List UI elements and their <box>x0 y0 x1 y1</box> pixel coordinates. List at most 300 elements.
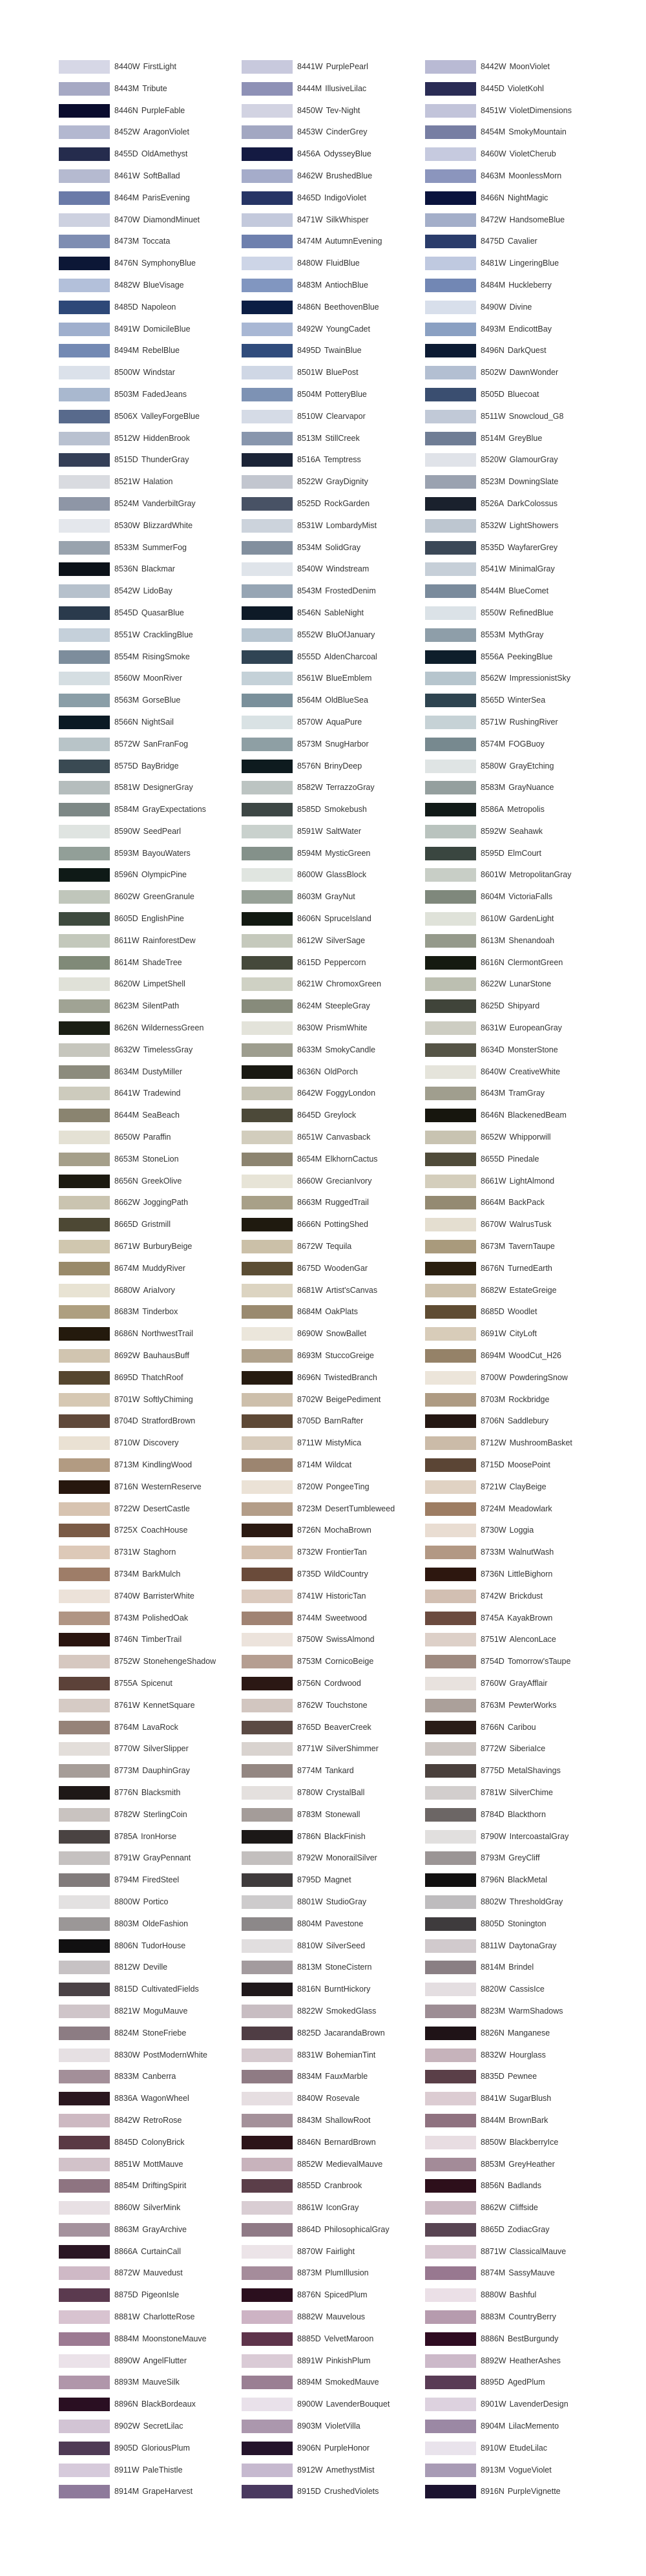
swatch-name: TimberTrail <box>141 1635 182 1645</box>
color-swatch <box>59 410 110 423</box>
swatch-label <box>114 1416 195 1426</box>
color-swatch <box>242 323 293 336</box>
swatch-label <box>114 215 200 225</box>
swatch-code: 8815D <box>114 1985 138 1994</box>
color-swatch <box>425 1939 476 1953</box>
swatch-row <box>425 560 599 582</box>
swatch-label <box>114 2312 195 2322</box>
swatch-label <box>297 1656 373 1666</box>
swatch-code: 8880W <box>481 2290 506 2300</box>
swatch-name: FauxMarble <box>325 2072 368 2081</box>
swatch-label <box>481 782 554 793</box>
swatch-row <box>59 954 233 976</box>
swatch-row <box>59 1151 233 1173</box>
swatch-row <box>59 1412 233 1434</box>
swatch-label <box>481 1132 551 1142</box>
swatch-name: OldPorch <box>324 1067 358 1076</box>
swatch-code: 8860W <box>114 2203 140 2213</box>
swatch-row <box>59 845 233 867</box>
swatch-code: 8524M <box>114 498 140 508</box>
swatch-code: 8594M <box>297 848 322 858</box>
swatch-label <box>114 717 174 727</box>
swatch-name: Shipyard <box>507 1001 540 1011</box>
swatch-code: 8445D <box>481 83 505 93</box>
color-swatch <box>425 1524 476 1537</box>
swatch-code: 8496N <box>481 346 505 356</box>
swatch-name: CoachHouse <box>141 1526 188 1535</box>
swatch-code: 8596N <box>114 870 138 880</box>
swatch-row <box>242 539 416 561</box>
color-swatch <box>59 60 110 74</box>
color-swatch <box>425 1830 476 1844</box>
swatch-label <box>297 652 377 662</box>
swatch-name: ThresholdGray <box>509 1897 563 1906</box>
swatch-label <box>481 957 563 968</box>
swatch-name: LidoBay <box>143 586 172 596</box>
swatch-row <box>425 408 599 430</box>
swatch-code: 8780W <box>297 1787 323 1797</box>
swatch-name: Tankard <box>325 1766 354 1776</box>
swatch-label <box>114 1875 179 1885</box>
color-swatch <box>242 606 293 620</box>
color-swatch <box>425 1196 476 1209</box>
color-swatch <box>59 562 110 576</box>
swatch-code: 8455D <box>114 149 138 159</box>
swatch-name: TurnedEarth <box>507 1263 552 1273</box>
swatch-label <box>481 1350 561 1361</box>
swatch-code: 8861W <box>297 2203 323 2213</box>
swatch-label <box>297 1875 351 1885</box>
swatch-row <box>242 451 416 473</box>
swatch-row <box>425 321 599 343</box>
swatch-code: 8606N <box>297 914 321 924</box>
color-swatch <box>425 1764 476 1778</box>
swatch-row <box>59 1915 233 1937</box>
swatch-row <box>425 1500 599 1522</box>
swatch-name: AragonViolet <box>143 127 189 137</box>
color-swatch <box>242 125 293 139</box>
swatch-name: Canvasback <box>326 1133 371 1142</box>
color-swatch <box>425 2332 476 2346</box>
swatch-name: Cordwood <box>324 1678 361 1688</box>
color-swatch <box>59 1436 110 1450</box>
color-swatch <box>425 716 476 729</box>
color-swatch <box>242 694 293 707</box>
swatch-code: 8691W <box>481 1329 506 1339</box>
swatch-label <box>481 2377 545 2387</box>
swatch-name: Windstream <box>326 564 370 574</box>
swatch-name: Artist'sCanvas <box>326 1285 378 1295</box>
color-swatch <box>425 1153 476 1166</box>
swatch-row <box>242 321 416 343</box>
swatch-label <box>481 673 570 683</box>
swatch-label <box>114 1438 178 1448</box>
color-swatch <box>425 2070 476 2083</box>
swatch-code: 8765D <box>297 1722 321 1732</box>
swatch-row <box>425 1019 599 1041</box>
swatch-name: ThunderGray <box>141 455 189 465</box>
swatch-label <box>481 476 558 487</box>
swatch-row <box>59 582 233 604</box>
color-swatch <box>425 1240 476 1253</box>
swatch-name: ShadeTree <box>142 957 182 967</box>
swatch-name: AgedPlum <box>507 2378 545 2387</box>
swatch-code: 8732W <box>297 1548 323 1557</box>
swatch-name: StratfordBrown <box>141 1416 196 1426</box>
swatch-name: CityLoft <box>509 1329 537 1339</box>
swatch-row <box>242 1588 416 1610</box>
swatch-code: 8642W <box>297 1089 323 1098</box>
swatch-name: DiamondMinuet <box>143 215 200 224</box>
swatch-row <box>425 58 599 80</box>
color-swatch <box>59 1612 110 1625</box>
swatch-row <box>242 386 416 408</box>
swatch-label <box>481 848 541 858</box>
swatch-row <box>425 277 599 299</box>
swatch-row <box>425 626 599 648</box>
swatch-name: SanFranFog <box>143 739 189 749</box>
swatch-label <box>481 1460 550 1470</box>
swatch-label <box>297 2377 379 2387</box>
swatch-code: 8633M <box>297 1045 322 1054</box>
swatch-row <box>242 1260 416 1282</box>
color-swatch <box>242 1262 293 1275</box>
swatch-code: 8554M <box>114 652 140 661</box>
swatch-row <box>425 451 599 473</box>
swatch-name: WoodCut_H26 <box>508 1351 561 1361</box>
swatch-row <box>59 1981 233 2003</box>
swatch-label <box>481 2071 537 2081</box>
swatch-row <box>242 1915 416 1937</box>
swatch-code: 8722W <box>114 1504 140 1513</box>
color-swatch <box>59 1262 110 1275</box>
color-swatch <box>59 1218 110 1231</box>
swatch-row <box>425 473 599 495</box>
swatch-code: 8464M <box>114 193 140 202</box>
swatch-name: Tequila <box>326 1242 352 1251</box>
swatch-label <box>114 913 184 924</box>
swatch-code: 8782W <box>114 1809 140 1819</box>
swatch-code: 8460W <box>481 149 506 159</box>
swatch-label <box>114 1394 193 1405</box>
swatch-name: Wildcat <box>325 1460 352 1469</box>
swatch-row <box>242 102 416 124</box>
swatch-code: 8704D <box>114 1416 138 1426</box>
swatch-label <box>481 1853 540 1863</box>
swatch-row <box>425 866 599 888</box>
color-swatch <box>59 2223 110 2237</box>
swatch-row <box>425 1260 599 1282</box>
swatch-row <box>425 670 599 692</box>
swatch-code: 8856N <box>481 2181 505 2191</box>
swatch-row <box>425 1675 599 1697</box>
swatch-code: 8456A <box>297 149 321 159</box>
swatch-name: SiberiaIce <box>509 1744 546 1754</box>
swatch-row <box>59 1325 233 1347</box>
swatch-label <box>297 1438 361 1448</box>
swatch-code: 8480W <box>297 259 323 268</box>
swatch-row <box>425 604 599 626</box>
color-swatch <box>425 82 476 96</box>
color-swatch <box>59 760 110 773</box>
swatch-label <box>114 1001 179 1011</box>
swatch-row <box>59 2090 233 2112</box>
swatch-name: PowderingSnow <box>509 1372 568 1382</box>
swatch-code: 8884M <box>114 2334 140 2343</box>
swatch-code: 8790W <box>481 1831 506 1841</box>
swatch-row <box>425 1303 599 1325</box>
swatch-label <box>114 1809 187 1820</box>
swatch-code: 8806N <box>114 1941 138 1950</box>
swatch-name: RockGarden <box>324 498 370 508</box>
swatch-code: 8843M <box>297 2115 322 2125</box>
color-swatch <box>59 890 110 904</box>
swatch-label <box>114 2180 186 2191</box>
swatch-row <box>59 495 233 517</box>
swatch-name: PigeonIsle <box>141 2290 180 2300</box>
swatch-row <box>59 1500 233 1522</box>
swatch-code: 8551W <box>114 630 140 639</box>
color-swatch <box>59 2420 110 2433</box>
swatch-row <box>425 1478 599 1500</box>
swatch-name: GorseBlue <box>142 696 181 705</box>
color-swatch <box>242 912 293 926</box>
color-swatch <box>425 410 476 423</box>
swatch-code: 8783M <box>297 1809 322 1819</box>
swatch-row <box>425 975 599 997</box>
swatch-row <box>425 364 599 386</box>
swatch-label <box>114 608 184 618</box>
swatch-name: GrayExpectations <box>142 805 206 814</box>
color-swatch <box>242 628 293 642</box>
swatch-code: 8705D <box>297 1416 321 1426</box>
color-swatch <box>242 672 293 685</box>
swatch-code: 8484M <box>481 280 506 290</box>
swatch-label <box>481 1023 562 1033</box>
color-swatch <box>59 2049 110 2062</box>
swatch-code: 8906N <box>297 2443 321 2453</box>
swatch-label <box>481 2465 552 2475</box>
swatch-name: PaleThistle <box>142 2465 183 2475</box>
swatch-code: 8770W <box>114 1744 140 1754</box>
swatch-row <box>242 364 416 386</box>
swatch-label <box>297 2465 375 2475</box>
swatch-name: QuasarBlue <box>141 608 184 617</box>
swatch-code: 8696N <box>297 1372 321 1382</box>
swatch-row <box>425 823 599 845</box>
color-swatch <box>242 388 293 401</box>
swatch-row <box>425 692 599 714</box>
swatch-row <box>425 1063 599 1085</box>
swatch-row <box>425 1762 599 1784</box>
swatch-row <box>242 517 416 539</box>
swatch-name: FoggyLondon <box>326 1089 376 1098</box>
swatch-row <box>425 2308 599 2330</box>
swatch-row <box>59 1107 233 1129</box>
color-swatch <box>242 1175 293 1188</box>
swatch-code: 8785A <box>114 1831 138 1841</box>
swatch-code: 8442W <box>481 62 506 71</box>
color-swatch <box>59 2158 110 2171</box>
swatch-label <box>481 608 554 618</box>
swatch-label <box>481 149 556 159</box>
swatch-code: 8904M <box>481 2422 506 2431</box>
color-swatch <box>59 2464 110 2477</box>
swatch-label <box>481 1700 556 1710</box>
swatch-code: 8650W <box>114 1133 140 1142</box>
swatch-name: FirstLight <box>143 62 177 71</box>
color-swatch <box>59 1633 110 1646</box>
swatch-label <box>114 2159 183 2169</box>
color-swatch <box>242 2049 293 2062</box>
swatch-name: TudorHouse <box>141 1941 186 1950</box>
swatch-row <box>425 430 599 452</box>
swatch-code: 8616N <box>481 957 505 967</box>
swatch-label <box>481 1984 545 1994</box>
swatch-code: 8566N <box>114 717 138 727</box>
swatch-code: 8720W <box>297 1482 323 1491</box>
color-swatch <box>242 1808 293 1822</box>
color-swatch <box>59 1087 110 1100</box>
swatch-name: AntiochBlue <box>325 280 368 290</box>
swatch-code: 8533M <box>114 542 140 552</box>
swatch-code: 8834M <box>297 2072 322 2081</box>
swatch-row <box>242 2243 416 2265</box>
swatch-code: 8725X <box>114 1526 138 1535</box>
swatch-row <box>59 648 233 670</box>
swatch-code: 8772W <box>481 1744 506 1754</box>
swatch-name: SassyMauve <box>508 2268 555 2278</box>
swatch-name: VelvetMaroon <box>324 2334 374 2343</box>
swatch-code: 8756N <box>297 1678 321 1688</box>
swatch-label <box>114 1743 189 1754</box>
swatch-name: BrinyDeep <box>324 761 362 771</box>
swatch-name: MythGray <box>508 630 544 639</box>
color-swatch <box>242 977 293 991</box>
swatch-label <box>481 717 558 727</box>
color-swatch <box>59 1109 110 1122</box>
swatch-row <box>242 1849 416 1871</box>
swatch-code: 8544M <box>481 586 506 596</box>
swatch-row <box>59 2047 233 2069</box>
color-swatch <box>425 432 476 445</box>
swatch-code: 8491W <box>114 324 140 334</box>
swatch-label <box>481 935 554 946</box>
swatch-label <box>481 171 561 181</box>
swatch-code: 8890W <box>114 2356 140 2365</box>
color-swatch <box>59 344 110 357</box>
swatch-row <box>59 1282 233 1304</box>
swatch-label <box>481 1634 556 1645</box>
swatch-row <box>242 736 416 758</box>
swatch-row <box>242 1041 416 1063</box>
swatch-row <box>242 1303 416 1325</box>
swatch-code: 8630W <box>297 1023 323 1033</box>
swatch-name: BlackBordeaux <box>141 2400 196 2409</box>
swatch-name: Canberra <box>142 2072 176 2081</box>
swatch-label <box>481 1416 548 1426</box>
color-swatch <box>242 1633 293 1646</box>
swatch-row <box>59 408 233 430</box>
swatch-row <box>242 233 416 255</box>
swatch-label <box>297 1306 358 1317</box>
swatch-code: 8791W <box>114 1853 140 1863</box>
swatch-code: 8706N <box>481 1416 505 1426</box>
color-swatch <box>242 847 293 860</box>
swatch-row <box>242 2003 416 2025</box>
color-swatch <box>425 934 476 948</box>
swatch-code: 8702W <box>297 1394 323 1404</box>
swatch-row <box>425 2221 599 2243</box>
swatch-label <box>481 891 552 902</box>
swatch-name: MushroomBasket <box>509 1438 572 1448</box>
color-swatch <box>425 2049 476 2062</box>
swatch-code: 8521W <box>114 477 140 487</box>
color-swatch <box>242 1612 293 1625</box>
swatch-row <box>59 473 233 495</box>
color-swatch <box>425 235 476 248</box>
swatch-row <box>242 997 416 1019</box>
swatch-row <box>59 2068 233 2090</box>
swatch-row <box>242 1019 416 1041</box>
swatch-name: Divine <box>509 302 532 312</box>
swatch-label <box>297 1416 363 1426</box>
swatch-row <box>242 1675 416 1697</box>
swatch-label <box>481 1765 561 1776</box>
swatch-name: GreyHeather <box>508 2159 555 2169</box>
swatch-code: 8495D <box>297 346 321 356</box>
swatch-row <box>242 1434 416 1456</box>
swatch-name: Bluecoat <box>507 389 539 399</box>
swatch-row <box>242 277 416 299</box>
swatch-code: 8795D <box>297 1875 321 1885</box>
color-swatch <box>242 1436 293 1450</box>
swatch-name: SeaBeach <box>142 1111 180 1120</box>
swatch-name: EtudeLilac <box>509 2443 547 2453</box>
color-swatch <box>425 2376 476 2389</box>
swatch-name: SilkWhisper <box>326 215 369 224</box>
color-swatch <box>59 584 110 598</box>
swatch-code: 8503M <box>114 389 140 399</box>
swatch-name: MottMauve <box>143 2159 183 2169</box>
swatch-code: 8590W <box>114 826 140 836</box>
color-swatch <box>425 2136 476 2149</box>
swatch-row <box>242 1653 416 1675</box>
swatch-name: LavenderDesign <box>509 2400 568 2409</box>
swatch-row <box>425 1325 599 1347</box>
swatch-row <box>425 1981 599 2003</box>
color-swatch <box>242 1568 293 1581</box>
swatch-code: 8916N <box>481 2487 505 2496</box>
swatch-label <box>114 1700 195 1710</box>
color-swatch <box>425 2005 476 2018</box>
swatch-name: TerrazzoGray <box>326 783 375 793</box>
swatch-row <box>59 1085 233 1107</box>
color-swatch <box>242 738 293 751</box>
color-swatch <box>425 1043 476 1057</box>
swatch-column <box>425 58 599 2505</box>
swatch-code: 8872W <box>114 2268 140 2278</box>
swatch-label <box>297 673 371 683</box>
swatch-label <box>481 367 558 378</box>
swatch-code: 8465D <box>297 193 321 202</box>
swatch-name: Spicenut <box>141 1678 172 1688</box>
swatch-label <box>481 826 543 836</box>
color-swatch <box>242 410 293 423</box>
color-swatch <box>425 1327 476 1341</box>
swatch-row <box>242 2308 416 2330</box>
swatch-row <box>59 1610 233 1632</box>
